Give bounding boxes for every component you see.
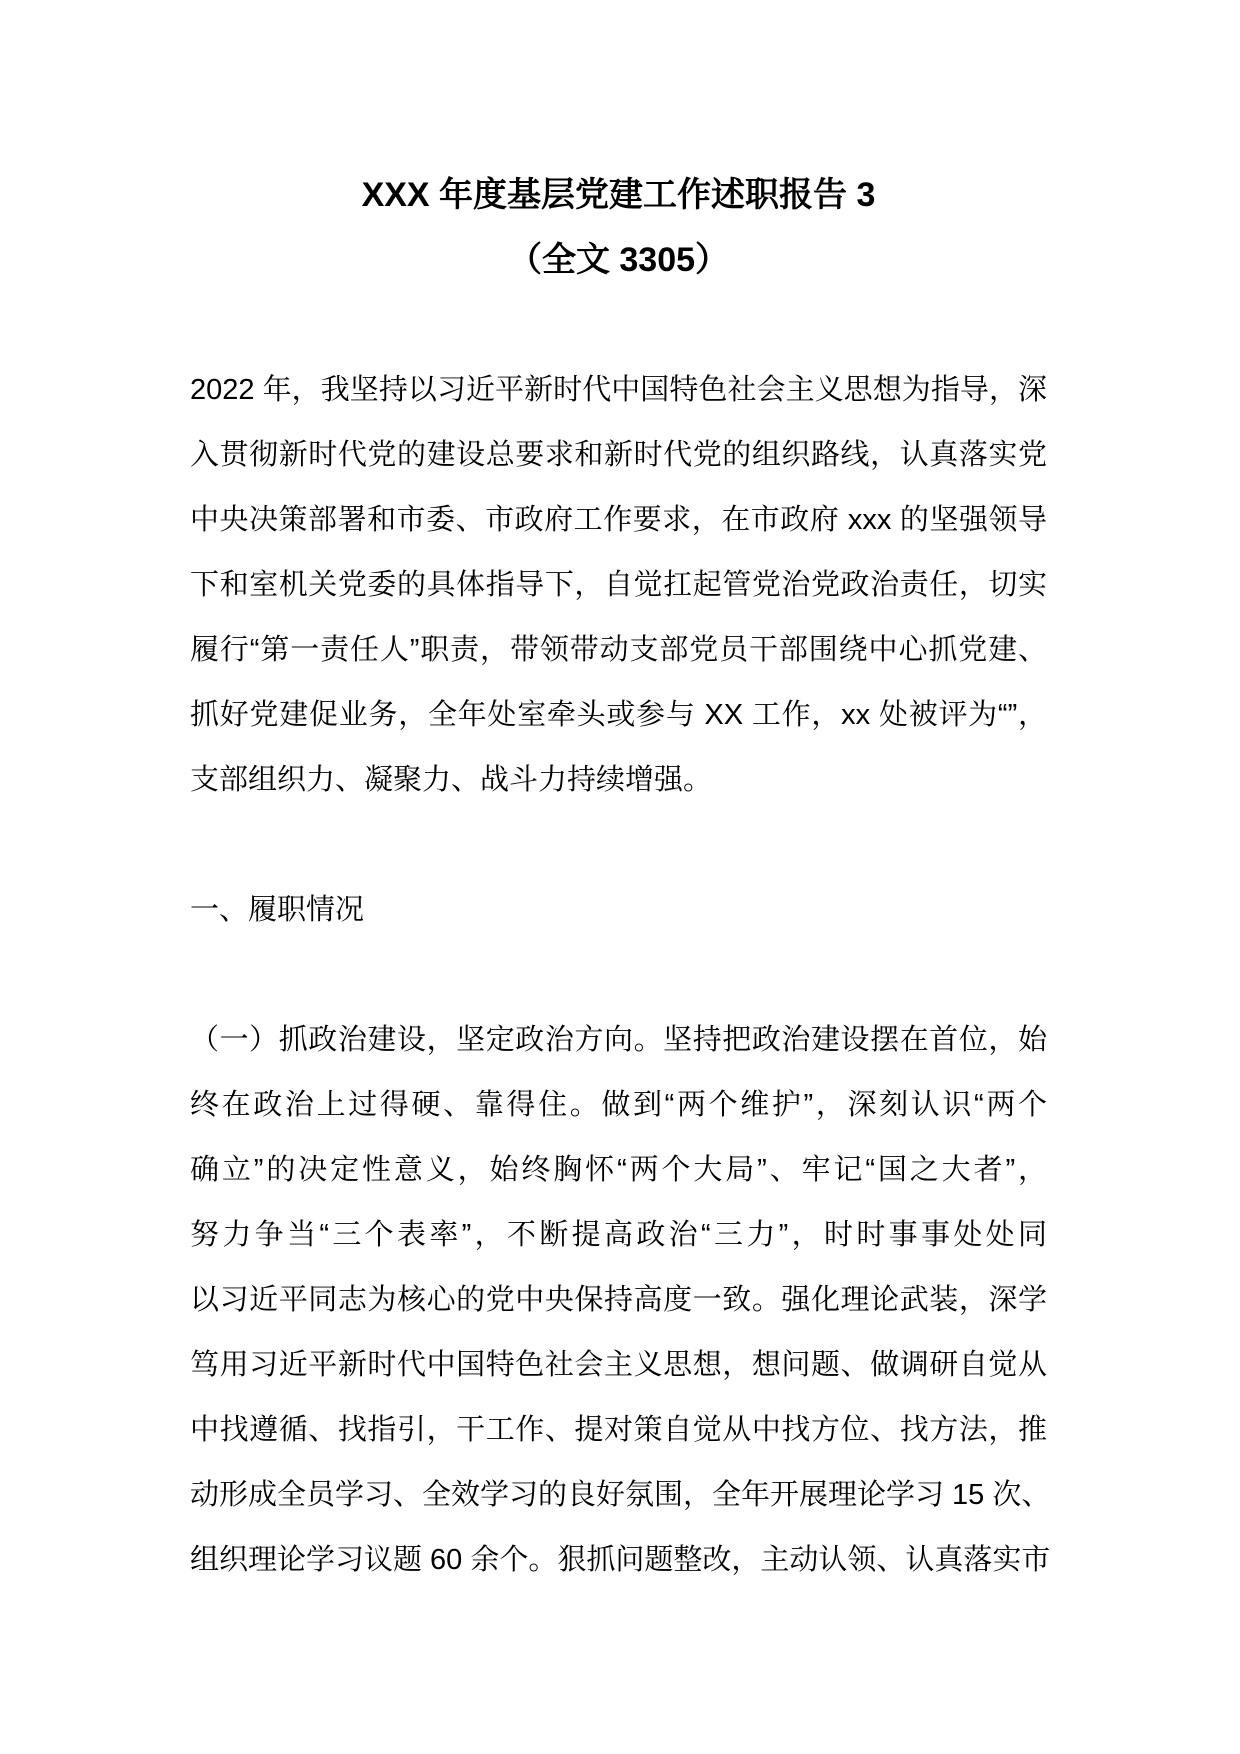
- section-paragraph: [190, 1008, 1051, 1593]
- section-heading: 一、履职情况: [190, 894, 365, 926]
- intro-paragraph: [190, 358, 1047, 813]
- text-line: 中找遵循、找指引，干工作、提对策自觉从中找方位、找方法，推: [190, 1414, 1047, 1446]
- text-line: 抓好党建促业务，全年处室牵头或参与 XX 工作，xx 处被评为“”，: [190, 699, 1047, 731]
- text-line: （一）抓政治建设，坚定政治方向。坚持把政治建设摆在首位，始: [190, 1024, 1047, 1056]
- text-line: 努力争当“三个表率”，不断提高政治“三力”，时时事事处处同: [190, 1219, 1047, 1251]
- text-line: 笃用习近平新时代中国特色社会主义思想，想问题、做调研自觉从: [190, 1349, 1047, 1381]
- text-line: 组织理论学习议题 60 余个。狠抓问题整改，主动认领、认真落实市: [190, 1544, 1051, 1576]
- text-line: 支部组织力、凝聚力、战斗力持续增强。: [190, 764, 713, 796]
- text-line: 入贯彻新时代党的建设总要求和新时代党的组织路线，认真落实党: [190, 439, 1047, 471]
- text-line: 动形成全员学习、全效学习的良好氛围，全年开展理论学习 15 次、: [190, 1479, 1051, 1511]
- text-line: 以习近平同志为核心的党中央保持高度一致。强化理论武装，深学: [190, 1284, 1047, 1316]
- text-line: 终在政治上过得硬、靠得住。做到“两个维护”，深刻认识“两个: [190, 1089, 1047, 1121]
- text-line: 2022 年，我坚持以习近平新时代中国特色社会主义思想为指导，深: [190, 374, 1047, 406]
- text-line: 履行“第一责任人”职责，带领带动支部党员干部围绕中心抓党建、: [190, 634, 1047, 666]
- document-subtitle: （全文 3305）: [507, 241, 730, 279]
- text-line: 确立”的决定性意义，始终胸怀“两个大局”、牢记“国之大者”，: [190, 1154, 1047, 1186]
- text-line: 中央决策部署和市委、市政府工作要求，在市政府 xxx 的坚强领导: [190, 504, 1047, 536]
- text-line: 下和室机关党委的具体指导下，自觉扛起管党治党政治责任，切实: [190, 569, 1047, 601]
- document-title: XXX 年度基层党建工作述职报告 3: [361, 176, 876, 214]
